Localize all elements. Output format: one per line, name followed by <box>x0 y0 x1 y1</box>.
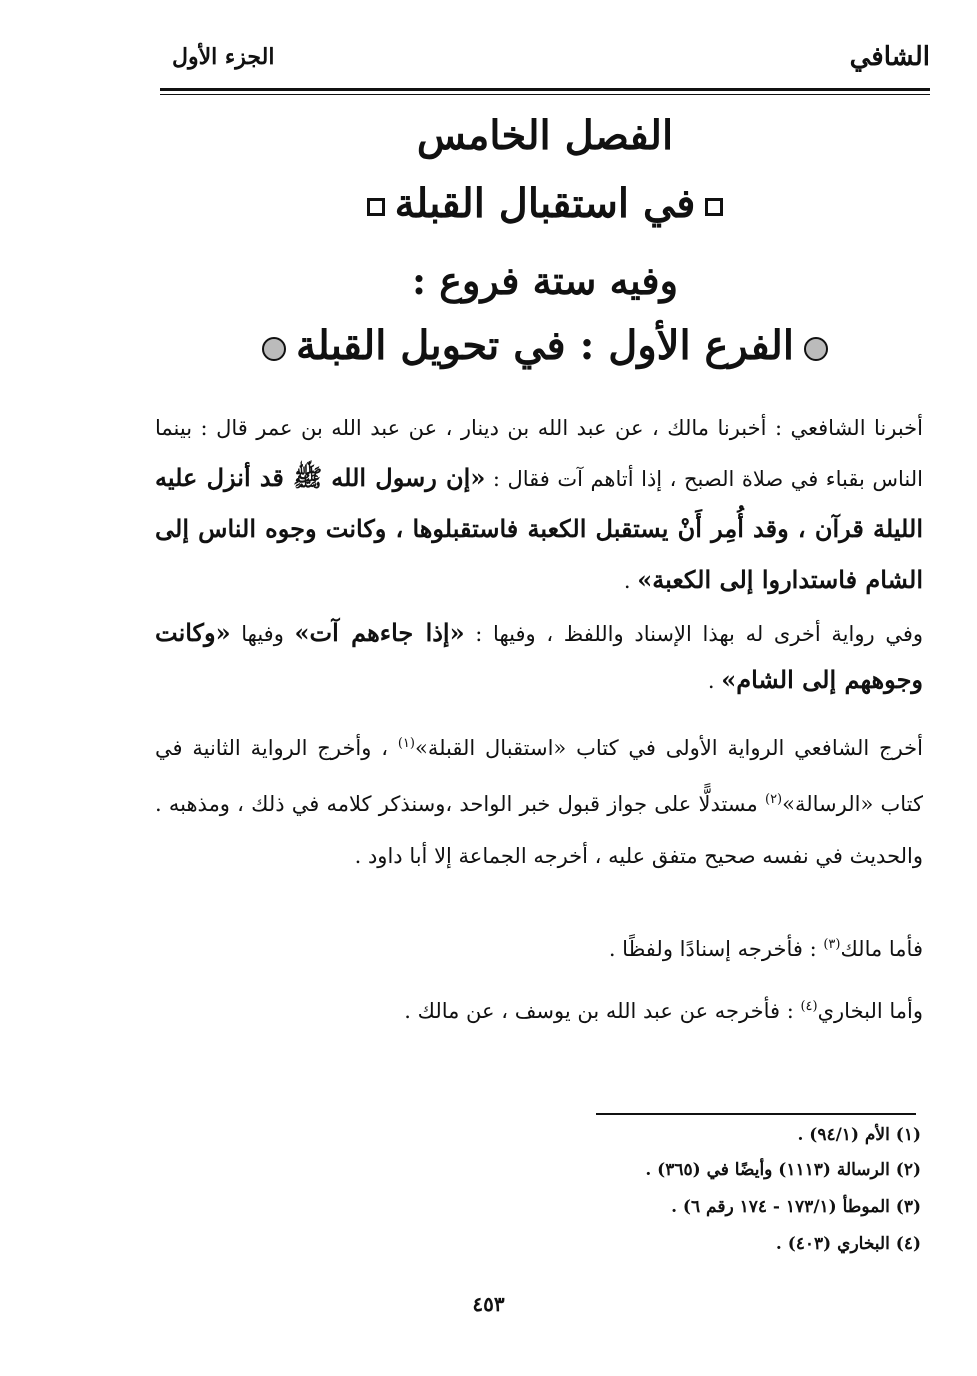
footnote-separator <box>596 1113 916 1115</box>
isnad-text: أخبرنا الشافعي : أخبرنا مالك ، عن عبد الله بن دينار ، عن عبد الله بن عمر قال : بينما الناس بقباء في صلاة الصبح ، إذا أتاهم آت فقال : <box>155 416 923 491</box>
subject-text: في استقبال القبلة <box>394 180 696 227</box>
paragraph-end: . <box>623 569 638 593</box>
footnote-ref: (٢) <box>764 792 783 807</box>
takhrij-text: ، وأخرج الرواية الثانية في كتاب «الرسالة» <box>155 736 923 816</box>
square-ornament-icon <box>705 198 723 216</box>
paragraph-end: . <box>707 669 722 693</box>
takhrij-text: أخرج الشافعي الرواية الأولى في كتاب «استقبال القبلة» <box>414 736 923 760</box>
chapter-title: الفصل الخامس <box>416 112 674 159</box>
footnote: (٣) الموطأ (١٧٣/١ - ١٧٤ رقم ٦) . <box>671 1197 921 1217</box>
malik-text: : فأخرجه إسنادًا ولفظًا . <box>608 937 824 961</box>
footnote: (٤) البخاري (٤٠٣) . <box>775 1234 921 1254</box>
circle-ornament-icon <box>262 337 286 361</box>
narration-quote: «إذا جاءهم آت» <box>294 618 465 647</box>
malik-text: فأما مالك <box>840 937 923 961</box>
chapter-subject <box>160 180 930 227</box>
branches-intro: وفيه ستة فروع : <box>412 258 678 303</box>
book-title: الشافي <box>849 42 930 72</box>
bukhari-paragraph <box>155 984 923 1034</box>
takhrij-paragraph <box>155 718 923 882</box>
square-ornament-icon <box>367 198 385 216</box>
bukhari-text: : فأخرجه عن عبد الله بن يوسف ، عن مالك . <box>404 999 801 1023</box>
bukhari-text: وأما البخاري <box>817 999 923 1023</box>
part-label: الجزء الأول <box>172 44 275 70</box>
running-header <box>160 42 930 82</box>
hadith-paragraph <box>155 404 923 606</box>
takhrij-text: مستدلًّا على جواز قبول خبر الواحد ،وسنذكر كلامه في ذلك ، ومذهبه . والحديث في نفسه صحيح متفق عليه ، أخرجه الجماعة إلا أبا داود . <box>155 792 923 868</box>
branch-heading <box>160 322 930 369</box>
footnote-ref: (٤) <box>800 999 818 1014</box>
malik-paragraph <box>155 922 923 972</box>
footnote-ref: (١) <box>397 736 415 751</box>
header-rule-thin <box>160 94 930 95</box>
header-rule-thick <box>160 88 930 91</box>
circle-ornament-icon <box>804 337 828 361</box>
narration-mid: وفيها <box>230 622 295 646</box>
hadith-quote: «إن رسول الله ﷺ قد أنزل عليه الليلة قرآن ، وقد أُمِر أَنْ يستقبل الكعبة فاستقبلوها ، وكانت وجوه الناس إلى الشام فاستداروا إلى الكعبة» <box>155 463 923 594</box>
narration-lead: وفي رواية أخرى له بهذا الإسناد واللفظ ، وفيها : <box>475 622 924 646</box>
narration-quote: «وكانت وجوههم إلى الشام» <box>155 618 923 694</box>
footnote: (١) الأم (٩٤/١) . <box>797 1125 921 1145</box>
second-narration-paragraph <box>155 610 923 704</box>
branch-heading-text: الفرع الأول : في تحويل القبلة <box>296 322 794 369</box>
footnote-ref: (٣) <box>823 937 841 952</box>
page-number: ٤٥٣ <box>472 1292 505 1316</box>
footnote: (٢) الرسالة (١١١٣) وأيضًا في (٣٦٥) . <box>645 1160 921 1180</box>
